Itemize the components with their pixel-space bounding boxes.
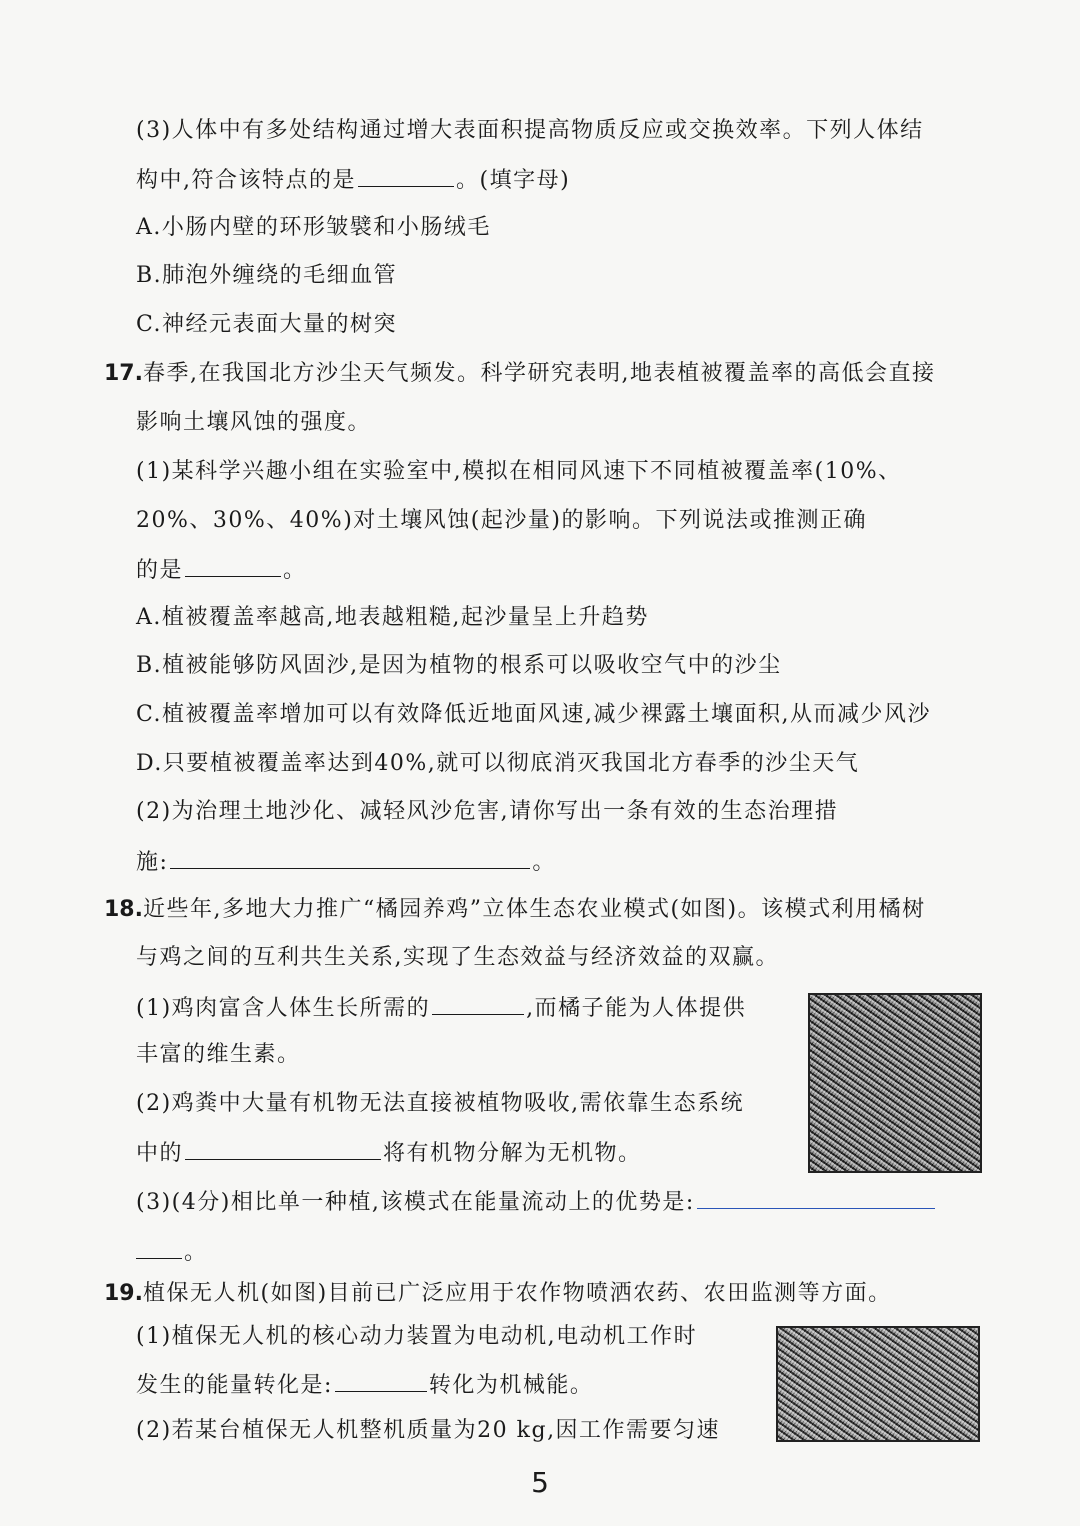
q16-part3-line2 bbox=[136, 164, 570, 196]
q18-part3-line2 bbox=[136, 1236, 208, 1268]
q17-stem-text: 春季,在我国北方沙尘天气频发。科学研究表明,地表植被覆盖率的高低会直接 bbox=[142, 361, 936, 386]
q17-part1-answer-blank[interactable] bbox=[185, 554, 281, 577]
q17-part1-line1: (1)某科学兴趣小组在实验室中,模拟在相同风速下不同植被覆盖率(10%、 bbox=[136, 459, 902, 484]
q17-number: 17. bbox=[104, 361, 143, 386]
q18-part3-suffix: 。 bbox=[184, 1240, 208, 1265]
q18-part2-answer-blank[interactable] bbox=[185, 1137, 381, 1160]
q16-option-b: B.肺泡外缠绕的毛细血管 bbox=[136, 263, 398, 288]
q17-part2-line1: (2)为治理土地沙化、减轻风沙危害,请你写出一条有效的生态治理措 bbox=[136, 799, 839, 824]
q16-option-a: A.小肠内壁的环形皱襞和小肠绒毛 bbox=[136, 215, 491, 240]
q18-part3-answer-blank[interactable] bbox=[697, 1186, 935, 1209]
orchard-chicken-photo bbox=[808, 993, 982, 1173]
page-number: 5 bbox=[531, 1466, 549, 1499]
q19-stem-line1 bbox=[104, 1279, 892, 1309]
q19-part2-line1: (2)若某台植保无人机整机质量为20 kg,因工作需要匀速 bbox=[136, 1418, 721, 1443]
q17-option-a: A.植被覆盖率越高,地表越粗糙,起沙量呈上升趋势 bbox=[136, 605, 649, 630]
q17-option-b: B.植被能够防风固沙,是因为植物的根系可以吸收空气中的沙尘 bbox=[136, 653, 782, 678]
drone-photo bbox=[776, 1326, 980, 1442]
q19-part1-line2 bbox=[136, 1369, 593, 1401]
q19-stem-text: 植保无人机(如图)目前已广泛应用于农作物喷洒农药、农田监测等方面。 bbox=[142, 1281, 892, 1306]
q17-part2-suffix: 。 bbox=[532, 850, 556, 875]
q18-part3-text: (3)(4分)相比单一种植,该模式在能量流动上的优势是: bbox=[136, 1190, 695, 1215]
q18-part1-text: (1)鸡肉富含人体生长所需的 bbox=[136, 996, 431, 1021]
q18-part1-suffix: ,而橘子能为人体提供 bbox=[526, 996, 747, 1021]
q19-part1-text: 发生的能量转化是: bbox=[136, 1373, 333, 1398]
q17-part1-text: 的是 bbox=[136, 558, 184, 583]
q19-part1-suffix: 转化为机械能。 bbox=[428, 1373, 594, 1398]
q17-part2-line2 bbox=[136, 846, 556, 878]
q18-part1-answer-blank[interactable] bbox=[432, 992, 524, 1015]
q18-stem-text: 近些年,多地大力推广“橘园养鸡”立体生态农业模式(如图)。该模式利用橘树 bbox=[142, 897, 926, 922]
q17-stem-line2: 影响土壤风蚀的强度。 bbox=[136, 410, 372, 435]
q18-part3-answer-blank-cont[interactable] bbox=[136, 1236, 182, 1259]
q18-stem-line2: 与鸡之间的互利共生关系,实现了生态效益与经济效益的双赢。 bbox=[136, 945, 779, 970]
q17-part1-suffix: 。 bbox=[283, 558, 307, 583]
q17-part1-line2: 20%、30%、40%)对土壤风蚀(起沙量)的影响。下列说法或推测正确 bbox=[136, 508, 867, 533]
q17-part2-text: 施: bbox=[136, 850, 169, 875]
q16-part3-suffix: 。(填字母) bbox=[456, 168, 571, 193]
q18-part2-line2 bbox=[136, 1137, 642, 1169]
q16-part3-text: 构中,符合该特点的是 bbox=[136, 168, 356, 193]
q18-part2-suffix: 将有机物分解为无机物。 bbox=[383, 1141, 642, 1166]
q16-part3-line1: (3)人体中有多处结构通过增大表面积提高物质反应或交换效率。下列人体结 bbox=[136, 118, 924, 143]
q17-option-d: D.只要植被覆盖率达到40%,就可以彻底消灭我国北方春季的沙尘天气 bbox=[136, 751, 860, 776]
q17-part1-line3 bbox=[136, 554, 307, 586]
q18-number: 18. bbox=[104, 897, 143, 922]
q17-stem-line1 bbox=[104, 359, 935, 389]
q18-part1-line2: 丰富的维生素。 bbox=[136, 1042, 301, 1067]
q18-part1-line1 bbox=[136, 992, 746, 1024]
q17-part2-answer-blank[interactable] bbox=[170, 846, 530, 869]
q16-answer-blank[interactable] bbox=[358, 164, 454, 187]
q18-part2-text: 中的 bbox=[136, 1141, 184, 1166]
q18-stem-line1 bbox=[104, 895, 926, 925]
q19-part1-answer-blank[interactable] bbox=[335, 1369, 427, 1392]
q17-option-c: C.植被覆盖率增加可以有效降低近地面风速,减少裸露土壤面积,从而减少风沙 bbox=[136, 702, 932, 727]
q19-part1-line1: (1)植保无人机的核心动力装置为电动机,电动机工作时 bbox=[136, 1324, 698, 1349]
q16-option-c: C.神经元表面大量的树突 bbox=[136, 312, 398, 337]
q18-part2-line1: (2)鸡粪中大量有机物无法直接被植物吸收,需依靠生态系统 bbox=[136, 1091, 745, 1116]
q18-part3-line1 bbox=[136, 1186, 937, 1218]
q19-number: 19. bbox=[104, 1281, 143, 1306]
